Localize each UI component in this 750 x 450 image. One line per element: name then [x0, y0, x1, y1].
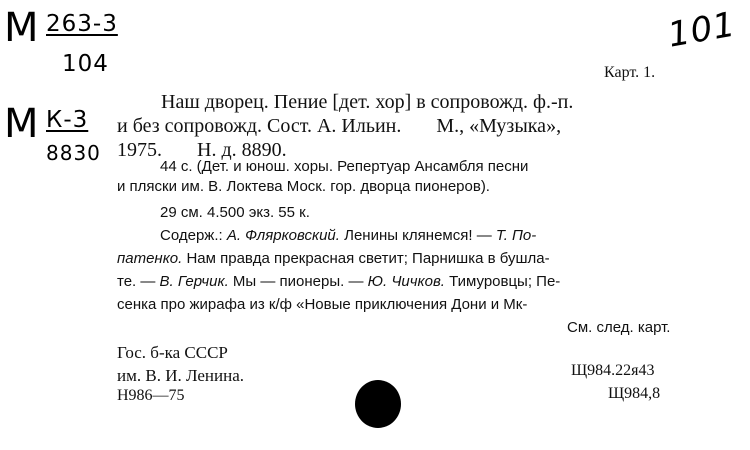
song-title: Ленины клянемся! — [339, 227, 496, 244]
handwritten-m-mid: М [4, 101, 40, 147]
card-number: Карт. 1. [604, 64, 656, 81]
see-next-card: См. след. карт. [567, 319, 671, 336]
contents-line-2 [117, 249, 550, 268]
song-titles: Тимуровцы; Пе- [444, 273, 561, 290]
composer-flyarkovsky: А. Флярковский. [226, 227, 340, 244]
song-title: Мы — пионеры. — [228, 273, 368, 290]
classification-code-2: Щ984,8 [608, 385, 661, 402]
composer-gerchik: В. Герчик. [159, 273, 229, 290]
description-line-1: 44 с. (Дет. и юнош. хоры. Репертуар Ансамбля песни [160, 158, 529, 175]
contents-line-4: сенка про жирафа из к/ф «Новые приключения Дони и Мк- [117, 296, 528, 313]
title-line-2: и без сопровожд. Сост. А. Ильин. М., «Музыка», [117, 115, 562, 137]
classification-code-1: Щ984.22я43 [571, 362, 655, 379]
contents-line-1 [160, 226, 536, 245]
handwritten-m-top: М [4, 5, 40, 51]
composer-popatenko-cont: патенко. [117, 250, 183, 267]
handwritten-corner-number: 101 [665, 4, 739, 56]
song-titles: Нам правда прекрасная светит; Парнишка в бушла- [182, 250, 550, 267]
handwritten-code-top-2: 104 [62, 51, 109, 77]
handwritten-code-mid: К-3 [46, 107, 89, 133]
handwritten-code-top: 263-3 [46, 11, 118, 37]
description-line-2: и пляски им. В. Локтева Моск. гор. дворца пионеров). [117, 178, 490, 195]
title-line-1: Наш дворец. Пение [дет. хор] в сопровожд. ф.-п. [161, 91, 574, 113]
contents-line-3 [117, 272, 560, 291]
composer-popatenko: Т. По- [495, 227, 537, 244]
contents-label: Содерж.: [160, 227, 227, 244]
library-line-1: Гос. б-ка СССР [117, 343, 228, 362]
title-line-3: 1975. Н. д. 8890. [117, 139, 287, 161]
handwritten-code-mid-2: 8830 [46, 141, 101, 165]
song-titles-cont: те. — [117, 273, 160, 290]
composer-chichkov: Ю. Чичков. [367, 273, 445, 290]
card-punch-hole [355, 380, 401, 428]
library-line-3: Н986—75 [117, 387, 185, 404]
library-line-2: им. В. И. Ленина. [117, 366, 245, 385]
description-line-3: 29 см. 4.500 экз. 55 к. [160, 204, 310, 221]
